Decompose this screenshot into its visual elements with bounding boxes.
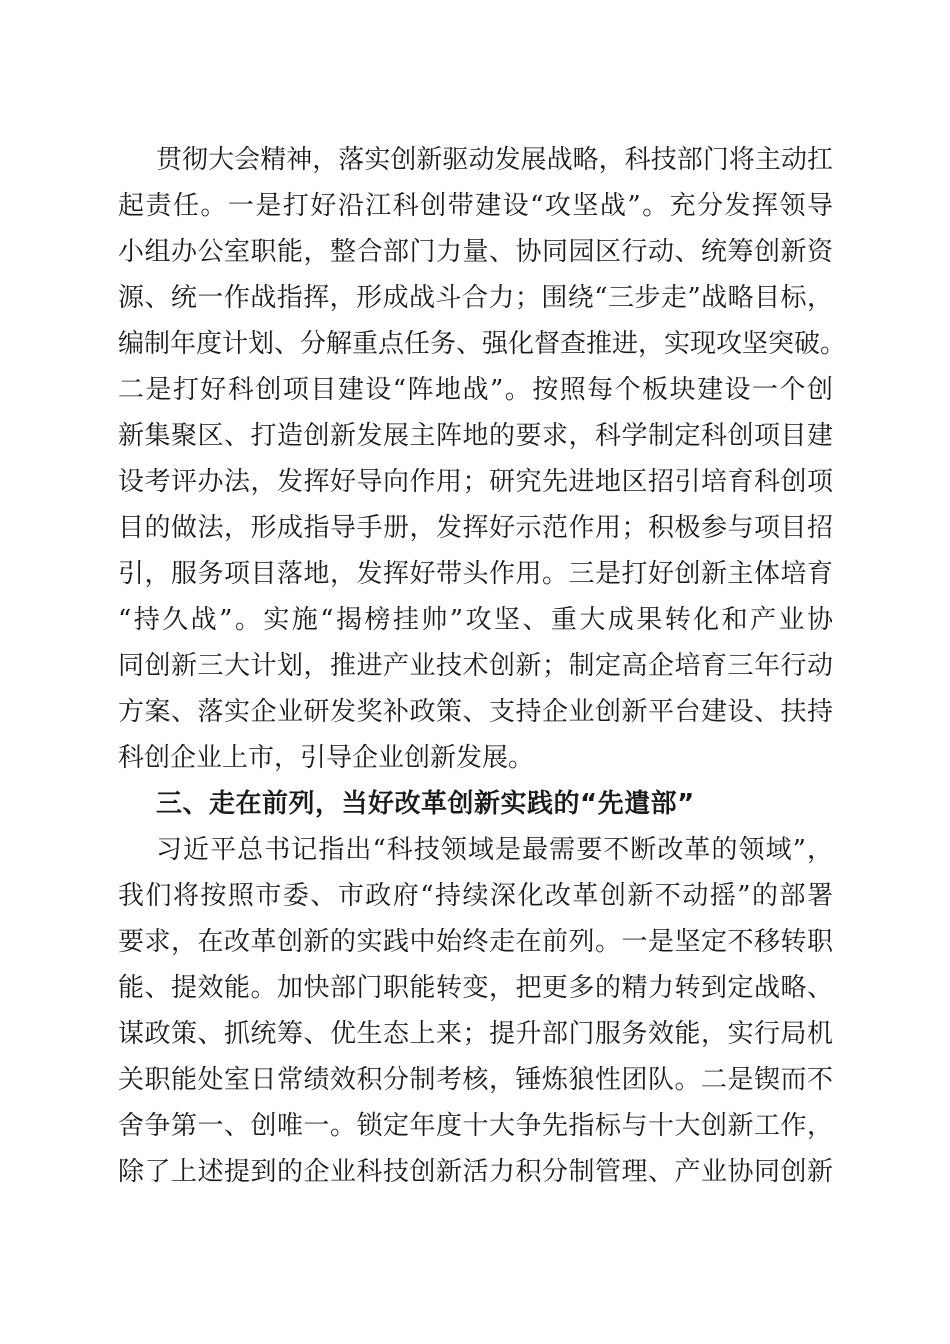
paragraph-1-line-12: 同创新三大计划，推进产业技术创新；制定高企培育三年行动 — [118, 651, 833, 681]
paragraph-2-line-1: 习近平总书记指出“科技领域是最需要不断改革的领域”， — [156, 835, 833, 865]
paragraph-1-line-14: 科创企业上市，引导企业创新发展。 — [118, 743, 535, 773]
paragraph-2-line-8: 除了上述提到的企业科技创新活力积分制管理、产业协同创新 — [118, 1157, 833, 1187]
paragraph-1-line-4: 源、统一作战指挥，形成战斗合力；围绕“三步走”战略目标， — [118, 283, 833, 313]
paragraph-2-line-4: 能、提效能。加快部门职能转变，把更多的精力转到定战略、 — [118, 973, 833, 1003]
paragraph-1-line-6: 二是打好科创项目建设“阵地战”。按照每个板块建设一个创 — [118, 375, 833, 405]
paragraph-2-line-2: 我们将按照市委、市政府“持续深化改革创新不动摇”的部署 — [118, 881, 833, 911]
paragraph-2-line-7: 舍争第一、创唯一。锁定年度十大争先指标与十大创新工作， — [118, 1111, 833, 1141]
paragraph-1-line-9: 目的做法，形成指导手册，发挥好示范作用；积极参与项目招 — [118, 513, 833, 543]
paragraph-2-line-5: 谋政策、抓统筹、优生态上来；提升部门服务效能，实行局机 — [118, 1019, 833, 1049]
paragraph-1-line-5: 编制年度计划、分解重点任务、强化督查推进，实现攻坚突破。 — [118, 329, 847, 359]
paragraph-1-line-8: 设考评办法，发挥好导向作用；研究先进地区招引培育科创项 — [118, 467, 833, 497]
paragraph-1-line-3: 小组办公室职能，整合部门力量、协同园区行动、统筹创新资 — [118, 237, 833, 267]
section-heading-3: 三、走在前列，当好改革创新实践的“先遣部” — [156, 789, 695, 819]
paragraph-1-line-11: “持久战”。实施“揭榜挂帅”攻坚、重大成果转化和产业协 — [118, 605, 833, 635]
paragraph-2-line-6: 关职能处室日常绩效积分制考核，锤炼狼性团队。二是锲而不 — [118, 1065, 833, 1095]
paragraph-1-line-2: 起责任。一是打好沿江科创带建设“攻坚战”。充分发挥领导 — [118, 191, 833, 221]
paragraph-1-line-1: 贯彻大会精神，落实创新驱动发展战略，科技部门将主动扛 — [156, 145, 833, 175]
paragraph-1-line-7: 新集聚区、打造创新发展主阵地的要求，科学制定科创项目建 — [118, 421, 833, 451]
paragraph-1-line-13: 方案、落实企业研发奖补政策、支持企业创新平台建设、扶持 — [118, 697, 833, 727]
paragraph-1-line-10: 引，服务项目落地，发挥好带头作用。三是打好创新主体培育 — [118, 559, 833, 589]
paragraph-2-line-3: 要求，在改革创新的实践中始终走在前列。一是坚定不移转职 — [118, 927, 833, 957]
